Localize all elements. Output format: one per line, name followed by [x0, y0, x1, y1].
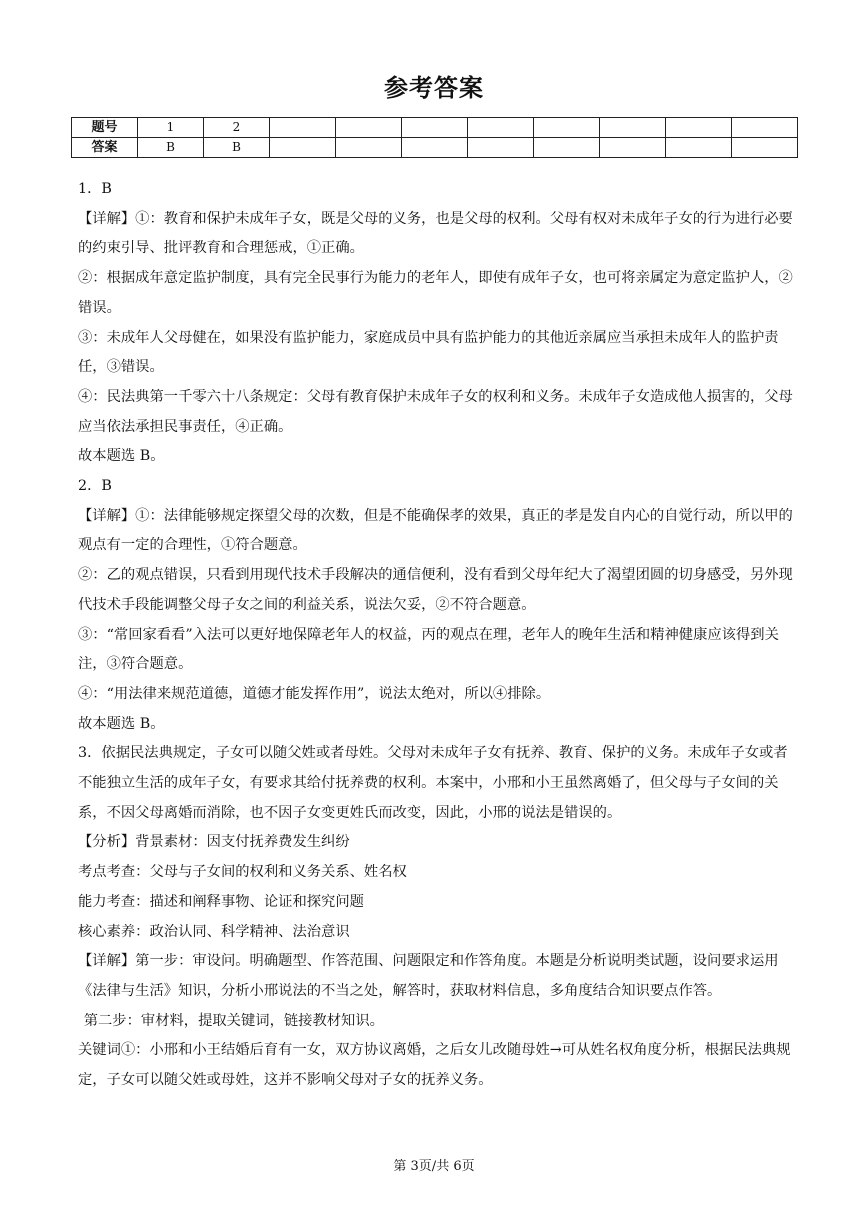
table-cell — [534, 138, 600, 158]
table-cell — [732, 118, 798, 138]
paragraph: ②：乙的观点错误，只看到用现代技术手段解决的通信便利，没有看到父母年纪大了渴望团圆的切身感受，另外现代技术手段能调整父母子女之间的利益关系，说法欠妥，②不符合题意。 — [78, 567, 793, 613]
table-cell — [666, 138, 732, 158]
table-cell — [600, 118, 666, 138]
table-cell — [336, 118, 402, 138]
page-number: 第 3页/共 6页 — [393, 1159, 475, 1174]
table-cell — [270, 118, 336, 138]
table-cell — [600, 138, 666, 158]
question-1-answer: 1．B — [78, 181, 112, 197]
table-row-numbers — [72, 118, 798, 138]
table-cell — [336, 138, 402, 158]
paragraph: 【详解】第一步：审设问。明确题型、作答范围、问题限定和作答角度。本题是分析说明类试题，设问要求运用《法律与生活》知识，分析小邢说法的不当之处，解答时，获取材料信息，多角度结合知识要点作答。 — [78, 953, 779, 999]
answer-table — [71, 117, 798, 158]
table-cell — [468, 138, 534, 158]
page-title: 参考答案 — [384, 74, 484, 102]
table-cell — [270, 138, 336, 158]
paragraph: ④：民法典第一千零六十八条规定：父母有教育保护未成年子女的权利和义务。未成年子女造成他人损害的，父母应当依法承担民事责任，④正确。 — [78, 388, 793, 435]
paragraph: 【分析】背景素材：因支付抚养费发生纠纷 — [78, 834, 350, 851]
paragraph: ③：未成年人父母健在，如果没有监护能力，家庭成员中具有监护能力的其他近亲属应当承担未成年人的监护责任，③错误。 — [78, 329, 779, 376]
table-cell — [534, 118, 600, 138]
paragraph: 【详解】①：教育和保护未成年子女，既是父母的义务，也是父母的权利。父母有权对未成年子女的行为进行必要的约束引导、批评教育和合理惩戒，①正确。 — [78, 210, 793, 257]
row-label-answer: 答案 — [72, 138, 138, 158]
paragraph: ③：“常回家看看”入法可以更好地保障老年人的权益，丙的观点在理，老年人的晚年生活和精神健康应该得到关注，③符合题意。 — [78, 626, 779, 673]
paragraph: 【详解】①：法律能够规定探望父母的次数，但是不能确保孝的效果，真正的孝是发自内心的自觉行动，所以甲的观点有一定的合理性，①符合题意。 — [78, 507, 793, 554]
row-label-number: 题号 — [72, 118, 138, 138]
table-cell — [468, 118, 534, 138]
table-cell — [732, 138, 798, 158]
table-cell — [402, 118, 468, 138]
paragraph: 核心素养：政治认同、科学精神、法治意识 — [78, 923, 350, 940]
paragraph: 第二步：审材料，提取关键词，链接教材知识。 — [83, 1012, 384, 1029]
table-cell — [402, 138, 468, 158]
paragraph: 故本题选 B。 — [78, 715, 165, 732]
table-cell — [666, 118, 732, 138]
table-cell: 2 — [204, 118, 270, 138]
answer-explanations — [78, 175, 798, 1096]
paragraph: 能力考查：描述和阐释事物、论证和探究问题 — [78, 893, 364, 910]
table-cell: B — [138, 138, 204, 158]
paragraph: 故本题选 B。 — [78, 448, 165, 465]
table-cell: B — [204, 138, 270, 158]
table-cell: 1 — [138, 118, 204, 138]
paragraph: ④：“用法律来规范道德，道德才能发挥作用”，说法太绝对，所以④排除。 — [78, 685, 551, 702]
question-2-answer: 2．B — [78, 478, 112, 495]
table-row-answers — [72, 138, 798, 158]
paragraph: ②：根据成年意定监护制度，具有完全民事行为能力的老年人，即使有成年子女，也可将亲属定为意定监护人，②错误。 — [78, 270, 793, 316]
question-3-answer: 3．依据民法典规定，子女可以随父姓或者母姓。父母对未成年子女有抚养、教育、保护的义务。未成年子女或者不能独立生活的成年子女，有要求其给付抚养费的权利。本案中，小邢和小王虽然离婚了，但父母与子女间的关系，不因父母离婚而消除，也不因子女变更姓氏而改变，因此，小邢的说法是错误的。 — [78, 745, 788, 821]
paragraph: 考点考查：父母与子女间的权利和义务关系、姓名权 — [78, 864, 407, 881]
paragraph: 关键词①：小邢和小王结婚后育有一女，双方协议离婚，之后女儿改随母姓→可从姓名权角度分析，根据民法典规定，子女可以随父姓或母姓，这并不影响父母对子女的抚养义务。 — [78, 1042, 791, 1089]
